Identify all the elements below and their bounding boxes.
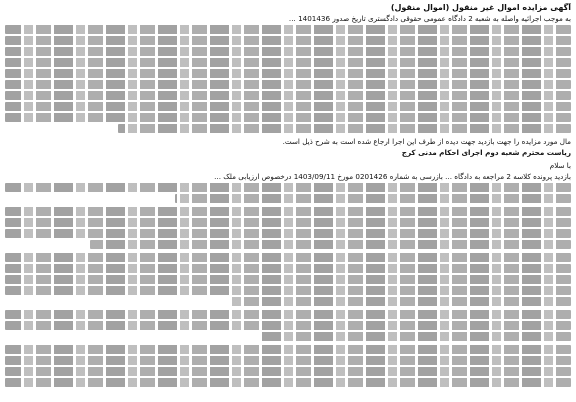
text-line [5, 69, 571, 78]
text-line [5, 275, 571, 284]
text-line [118, 124, 571, 133]
notice-paragraph-visit [5, 137, 571, 157]
notice-paragraph-4 [5, 253, 571, 306]
text-line [5, 25, 571, 34]
notice-paragraph-2 [5, 161, 571, 203]
text-line [5, 378, 571, 387]
notice-title: آگهی مزایده اموال غیر منقول (اموال منقول) [390, 3, 571, 12]
notice-paragraph-6 [5, 345, 571, 387]
text-line [5, 183, 571, 192]
text-line [5, 253, 571, 262]
text-line [5, 367, 571, 376]
text-line [5, 47, 571, 56]
notice-paragraph-1 [5, 14, 571, 133]
text-line [5, 218, 571, 227]
intro-line: به موجب اجرائیه واصله به شعبه 2 دادگاه عمومی حقوقی دادگستری تاریخ صدور 1401436 ... [288, 14, 571, 23]
text-line [5, 264, 571, 273]
text-line [231, 297, 571, 306]
text-line [5, 321, 571, 330]
text-line [5, 102, 571, 111]
text-line [5, 310, 571, 319]
text-line [5, 113, 571, 122]
section-heading: ریاست محترم شعبه دوم اجرای احکام مدنی کرج [401, 148, 571, 157]
text-line [5, 286, 571, 295]
text-line [5, 91, 571, 100]
notice-paragraph-5 [5, 310, 571, 341]
text-line [175, 194, 571, 203]
text-line [5, 36, 571, 45]
text-line [5, 207, 571, 216]
text-line [5, 356, 571, 365]
report-line: بازدید پرونده کلاسه 2 مراجعه به دادگاه ... بازرسی به شماره 0201426 مورخ 1403/09/11 درخصوص ارزیابی ملک ... [214, 172, 571, 181]
salutation: با سلام [549, 161, 571, 170]
visit-line: مال مورد مزایده را جهت بازدید جهت دیده از طرف این اجرا ارجاع شده است به شرح ذیل است. [282, 137, 571, 146]
text-line [5, 229, 571, 238]
notice-paragraph-3 [5, 207, 571, 249]
text-line [5, 80, 571, 89]
text-line [5, 58, 571, 67]
text-line [260, 332, 571, 341]
text-line [5, 345, 571, 354]
text-line [90, 240, 571, 249]
